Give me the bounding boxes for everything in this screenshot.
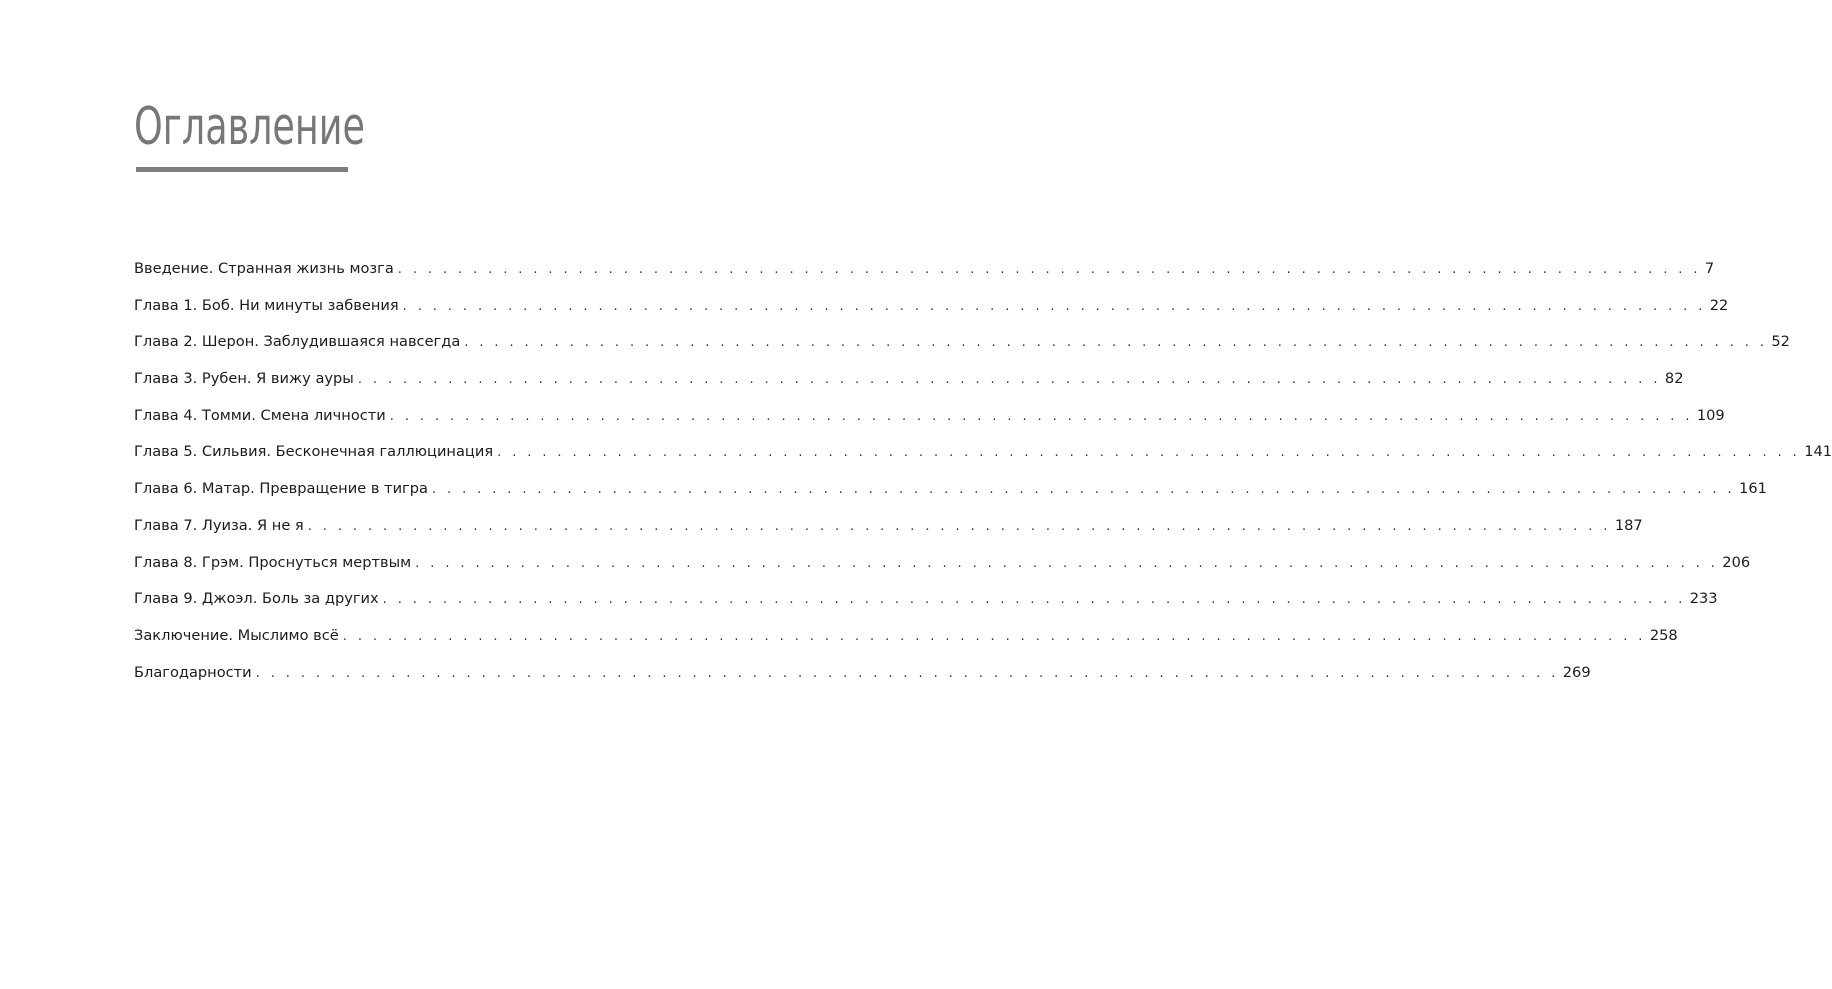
toc-entry-chapter-2[interactable]	[134, 333, 1790, 370]
toc-entry-title: Глава 4. Томми. Смена личности	[134, 406, 386, 424]
toc-entry-chapter-5[interactable]	[134, 443, 1832, 480]
toc-entry-chapter-8[interactable]	[134, 553, 1751, 591]
toc-entry-title: Глава 1. Боб. Ни минуты забвения	[134, 296, 399, 314]
dot-leader: . . . . . . . . . . . . . . . . . . . . . . . . . . . . . . . . . . . . . . . . . . . . . . . . . . . . . . . . . . . . . . . . . . . . . . . . . . . . . . . . . . . . . . .	[415, 555, 1719, 571]
toc-entry-page-number: 109	[1696, 406, 1725, 424]
dot-leader: . . . . . . . . . . . . . . . . . . . . . . . . . . . . . . . . . . . . . . . . . . . . . . . . . . . . . . . . . . . . . . . . . . . . . . . . . . . . . . . . . . . . . . .	[389, 408, 1693, 424]
toc-entry-title: Глава 5. Сильвия. Бесконечная галлюцинация	[134, 443, 494, 461]
dot-leader: . . . . . . . . . . . . . . . . . . . . . . . . . . . . . . . . . . . . . . . . . . . . . . . . . . . . . . . . . . . . . . . . . . . . . . . . . . . . . . . . . . . . . . .	[382, 592, 1686, 608]
dot-leader: . . . . . . . . . . . . . . . . . . . . . . . . . . . . . . . . . . . . . . . . . . . . . . . . . . . . . . . . . . . . . . . . . . . . . . . . . . . . . . . . . . . . . . .	[431, 482, 1736, 498]
toc-entry-chapter-9[interactable]	[134, 590, 1718, 627]
toc-entry-acknowledgements[interactable]	[134, 663, 1591, 701]
toc-entry-chapter-4[interactable]	[134, 406, 1725, 444]
dot-leader: . . . . . . . . . . . . . . . . . . . . . . . . . . . . . . . . . . . . . . . . . . . . . . . . . . . . . . . . . . . . . . . . . . . . . . . . . . . . . . . . . . . . . . .	[307, 518, 1611, 534]
toc-entry-page-number: 141	[1804, 443, 1832, 461]
dot-leader: . . . . . . . . . . . . . . . . . . . . . . . . . . . . . . . . . . . . . . . . . . . . . . . . . . . . . . . . . . . . . . . . . . . . . . . . . . . . . . . . . . . . . . .	[357, 372, 1661, 388]
toc-entry-page-number: 269	[1562, 663, 1591, 681]
toc-entry-page-number: 258	[1649, 626, 1678, 644]
toc-entry-chapter-1[interactable]	[134, 296, 1729, 334]
toc-entry-title: Глава 3. Рубен. Я вижу ауры	[134, 370, 354, 388]
table-of-contents	[134, 260, 1832, 700]
toc-entry-conclusion[interactable]	[134, 626, 1678, 664]
toc-entry-page-number: 187	[1614, 516, 1643, 534]
toc-entry-title: Глава 6. Матар. Превращение в тигра	[134, 480, 428, 498]
toc-entry-title: Глава 8. Грэм. Проснуться мертвым	[134, 553, 412, 571]
toc-entry-page-number: 7	[1704, 260, 1715, 277]
toc-entry-page-number: 233	[1689, 590, 1718, 608]
toc-entry-introduction[interactable]	[134, 260, 1715, 297]
toc-entry-chapter-7[interactable]	[134, 516, 1643, 554]
dot-leader: . . . . . . . . . . . . . . . . . . . . . . . . . . . . . . . . . . . . . . . . . . . . . . . . . . . . . . . . . . . . . . . . . . . . . . . . . . . . . . . . . . . . . . .	[464, 335, 1768, 351]
toc-entry-title: Глава 7. Луиза. Я не я	[134, 516, 304, 534]
toc-entry-title: Введение. Странная жизнь мозга	[134, 260, 394, 277]
dot-leader: . . . . . . . . . . . . . . . . . . . . . . . . . . . . . . . . . . . . . . . . . . . . . . . . . . . . . . . . . . . . . . . . . . . . . . . . . . . . . . . . . . . . . . .	[397, 262, 1701, 277]
title-underline	[136, 167, 348, 172]
toc-entry-title: Глава 9. Джоэл. Боль за других	[134, 590, 379, 608]
dot-leader: . . . . . . . . . . . . . . . . . . . . . . . . . . . . . . . . . . . . . . . . . . . . . . . . . . . . . . . . . . . . . . . . . . . . . . . . . . . . . . . . . . . . . . .	[342, 628, 1646, 644]
toc-entry-chapter-6[interactable]	[134, 480, 1767, 517]
toc-entry-title: Глава 2. Шерон. Заблудившаяся навсегда	[134, 333, 461, 351]
toc-entry-page-number: 22	[1709, 296, 1729, 314]
toc-entry-chapter-3[interactable]	[134, 370, 1684, 407]
toc-entry-page-number: 82	[1664, 370, 1684, 388]
page-title: Оглавление	[134, 97, 365, 157]
toc-entry-title: Заключение. Мыслимо всё	[134, 626, 339, 644]
dot-leader: . . . . . . . . . . . . . . . . . . . . . . . . . . . . . . . . . . . . . . . . . . . . . . . . . . . . . . . . . . . . . . . . . . . . . . . . . . . . . . . . . . . . . . .	[255, 665, 1559, 681]
toc-entry-page-number: 161	[1739, 480, 1767, 498]
dot-leader: . . . . . . . . . . . . . . . . . . . . . . . . . . . . . . . . . . . . . . . . . . . . . . . . . . . . . . . . . . . . . . . . . . . . . . . . . . . . . . . . . . . . . . .	[497, 445, 1801, 461]
toc-entry-page-number: 206	[1722, 553, 1751, 571]
toc-entry-page-number: 52	[1771, 333, 1790, 351]
toc-entry-title: Благодарности	[134, 663, 252, 681]
dot-leader: . . . . . . . . . . . . . . . . . . . . . . . . . . . . . . . . . . . . . . . . . . . . . . . . . . . . . . . . . . . . . . . . . . . . . . . . . . . . . . . . . . . . . . .	[402, 298, 1706, 314]
